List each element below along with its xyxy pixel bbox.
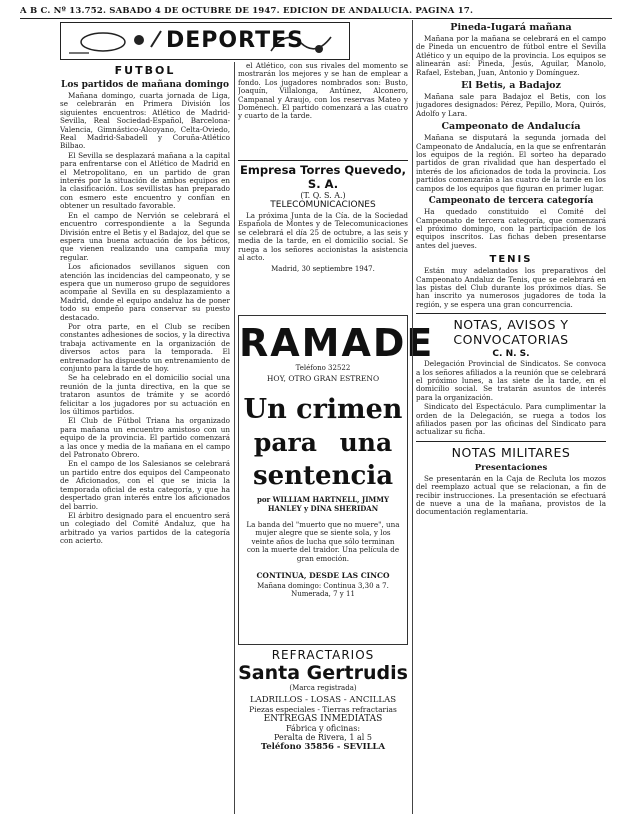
right-paragraph: Mañana se disputará la segunda jornada del Campeonato de Andalucía, en la que se enfrentarán los equipos de la región. El sorteo ha deparado partidos de gran rivalidad que han despertado el interés de los aficionados de toda la provincia. Los partidos comenzarán a las cuatro de la tarde en los campos de los equipos que figuran en primer lugar. xyxy=(416,133,606,193)
right-paragraph: Sindicato del Espectáculo. Para cumplimentar la orden de la Delegación, se ruega a todos los afiliados pasen por las oficinas del Sindicato para actualizar su ficha. xyxy=(416,402,606,437)
right-paragraph: Se presentarán en la Caja de Recluta los mozos del reemplazo actual que se relacionan, a fin de recibir instrucciones. La presentación se efectuará de nueve a una de la mañana, provistos de la documentación reglamentaria. xyxy=(416,473,606,517)
heading-tercera-categoria: Campeonato de tercera categoría xyxy=(428,196,594,207)
ramade-continua: CONTINUA, DESDE LAS CINCO xyxy=(256,571,390,581)
empresa-title: TELECOMUNICACIONES xyxy=(270,200,376,210)
ramade-numerada: Numerada, 7 y 11 xyxy=(291,590,355,599)
right-paragraph: Están muy adelantados los preparativos del Campeonato Andaluz de Tenis, que se celebrará en las pistas del Club durante los próximos días. Se han inscrito ya numerosos jugadores de toda la región, y se espera una gran concurrencia. xyxy=(416,266,606,309)
film-cast-line1: por WILLIAM HARTNELL, JIMMY xyxy=(256,495,390,504)
heading-betis: El Betis, a Badajoz xyxy=(461,80,561,92)
right-paragraph: Delegación Provincial de Sindicatos. Se convoca a los señores afiliados a la reunión que se celebrará el próximo lunes, a las siete de la tarde, en el domicilio social. Se tratarán asuntos de interés para la organización. xyxy=(416,359,606,402)
left-paragraph: En el campo de Nervión se celebrará el encuentro correspondiente a la Segunda División entre el Betis y el Badajoz, del que se espera una buena actuación de los béticos, que vienen realizando una campaña muy regular. xyxy=(60,210,230,262)
film-title-line2: para una xyxy=(253,428,393,457)
left-paragraph: Se ha celebrado en el domicilio social una reunión de la junta directiva, en la que se trataron asuntos de trámite y se acordó felicitar a los jugadores por su actuación en los últimos partidos. xyxy=(60,373,230,417)
heading-cns: C. N. S. xyxy=(492,349,530,360)
mid-top-text xyxy=(238,62,408,162)
ramade-ad xyxy=(238,315,435,645)
column-divider xyxy=(412,20,413,814)
refractarios-line1: LADRILLOS - LOSAS - ANCILLAS xyxy=(249,695,397,705)
column-divider xyxy=(234,62,235,814)
page-header: A B C. Nº 13.752. SABADO 4 DE OCTUBRE DE 1947. EDICION DE ANDALUCIA. PAGINA 17. xyxy=(20,6,474,16)
mid-paragraph: el Atlético, con sus rivales del momento se mostrarán los mejores y se han de emplear a fondo. Los jugadores nombrados son: Busto, Joaquín, Villalonga, Antúnez, Alconero, Campanal y Araujo, con los reservas Mateo y Doménech. El partido comenzará a las cuatro y cuarto de la tarde. xyxy=(238,62,408,121)
film-title-line1: Un crimen xyxy=(243,394,403,425)
refractarios-address: Peralta de Rivera, 1 al 5 xyxy=(274,733,372,742)
heading-tenis: TENIS xyxy=(489,254,533,266)
right-paragraph: Ha quedado constituido el Comité del Campeonato de tercera categoría, que comenzará el próximo domingo, con la participación de los equipos inscritos. Las fichas deben presentarse antes del jueves. xyxy=(416,207,606,250)
left-paragraph: Los aficionados sevillanos siguen con atención las incidencias del campeonato, y se espera que un numeroso grupo de seguidores acompañe al Sevilla en su desplazamiento a Madrid, donde el equipo andaluz ha de poner todo su empeño para conservar su puesto destacado. xyxy=(60,262,230,322)
ramade-phone: Teléfono 32522 xyxy=(295,364,351,372)
left-paragraph: El Sevilla se desplazará mañana a la capital para enfrentarse con el Atlético de Madrid en el Metropolitano, en un partido de gran interés por la situación de ambos equipos en la clasificación. Los sevillistas han preparado con esmero este encuentro y confían en obtener un resultado favorable. xyxy=(60,150,230,211)
heading-presentaciones: Presentaciones xyxy=(474,462,548,473)
left-subheading: Los partidos de mañana domingo xyxy=(61,80,229,90)
sports-banner xyxy=(60,22,350,60)
right-rule xyxy=(416,313,606,314)
empresa-name: Empresa Torres Quevedo, S. A. xyxy=(240,163,406,191)
film-description: La banda del "muerto que no muere", una mujer alegre que se siente sola, y los veinte años de lucha que sólo terminan con la muerte del traidor. Una película de gran emoción. xyxy=(246,520,400,563)
ramade-matinee: Mañana domingo: Continua 3,30 a 7. xyxy=(257,582,389,591)
refractarios-line2: Piezas especiales - Tierras refractarias xyxy=(249,705,397,714)
left-paragraph: El árbitro designado para el encuentro será un colegiado del Comité Andaluz, que ha arbitrado ya varios partidos de la categoría con acierto. xyxy=(60,510,230,546)
ramade-subtitle: HOY, OTRO GRAN ESTRENO xyxy=(266,374,380,383)
header-rule xyxy=(20,18,612,19)
ramade-name: RAMADE xyxy=(239,321,435,365)
empresa-notice xyxy=(238,163,408,311)
film-cast-line2: HANLEY y DINA SHERIDAN xyxy=(267,504,379,513)
empresa-abbr: (T. Q. S. A.) xyxy=(300,191,346,200)
left-paragraph: Por otra parte, en el Club se reciben constantes adhesiones de socios, y la directiva trabaja activamente en la organización de diversos actos para la temporada. El entrenador ha dispuesto un entrenamiento de conjunto para la tarde de hoy. xyxy=(60,321,230,373)
empresa-date: Madrid, 30 septiembre 1947. xyxy=(271,265,375,274)
section-futbol: FUTBOL xyxy=(114,64,176,77)
film-title-line3: sentencia xyxy=(252,461,394,491)
empresa-text: La próxima Junta de la Cía. de la Sociedad Española de Montes y de Telecomunicaciones se celebrará el día 25 de octubre, a las seis y media de la tarde, en el domicilio social. Se ruega a los señores accionistas la asistencia al acto. xyxy=(238,211,408,263)
heading-campeonato-andalucia: Campeonato de Andalucía xyxy=(441,121,581,133)
left-paragraph: El Club de Fútbol Triana ha organizado para mañana un encuentro amistoso con un equipo de la provincia. El partido comenzará a las once y media de la mañana en el campo del Patronato Obrero. xyxy=(60,416,230,460)
refractarios-line4: Fábrica y oficinas: xyxy=(285,724,361,733)
refractarios-title: REFRACTARIOS xyxy=(271,648,375,662)
right-paragraph: Mañana sale para Badajoz el Betis, con los jugadores designados: Pérez, Pepillo, Mora, Quirós, Adolfo y Lara. xyxy=(416,92,606,118)
refractarios-ad xyxy=(238,648,408,818)
sports-banner-title: DEPORTES xyxy=(166,28,304,53)
refractarios-name: Santa Gertrudis xyxy=(238,662,408,684)
heading-notas-militares: NOTAS MILITARES xyxy=(451,444,571,460)
left-column xyxy=(60,64,230,814)
left-paragraph: En el campo de los Salesianos se celebrará un partido entre dos equipos del Campeonato de Aficionados, con el que se inicia la temporada oficial de esta categoría, y que ha despertado gran interés entre los aficionados del barrio. xyxy=(60,459,230,511)
right-paragraph: Mañana por la mañana se celebrará en el campo de Pineda un encuentro de fútbol entre el Sevilla Atlético y un equipo de la provincia. Los equipos se alinearán así: Pineda, Jesús, Aguilar, Manolo, Rafael, Esteban, Juan, Antonio y Domínguez. xyxy=(416,34,606,77)
refractarios-phone: Teléfono 35856 - SEVILLA xyxy=(260,742,386,752)
heading-notas-avisos: NOTAS, AVISOS Y CONVOCATORIAS xyxy=(453,317,569,348)
refractarios-line3: ENTREGAS INMEDIATAS xyxy=(263,714,383,724)
right-column xyxy=(416,22,606,817)
left-paragraph: Mañana domingo, cuarta jornada de Liga, se celebrarán en Primera División los siguientes encuentros: Atlético de Madrid-Sevilla, Real Sociedad-Español, Barcelona-Valencia, Gimnástico-Alcoyano, Celta-Oviedo, Real Madrid-Sabadell y Coruña-Atlético Bilbao. xyxy=(60,91,230,151)
heading-pineda: Pineda-Iugará mañana xyxy=(450,22,572,33)
right-rule xyxy=(416,441,606,442)
refractarios-registered: (Marca registrada) xyxy=(289,684,357,692)
mid-rule xyxy=(238,160,408,161)
